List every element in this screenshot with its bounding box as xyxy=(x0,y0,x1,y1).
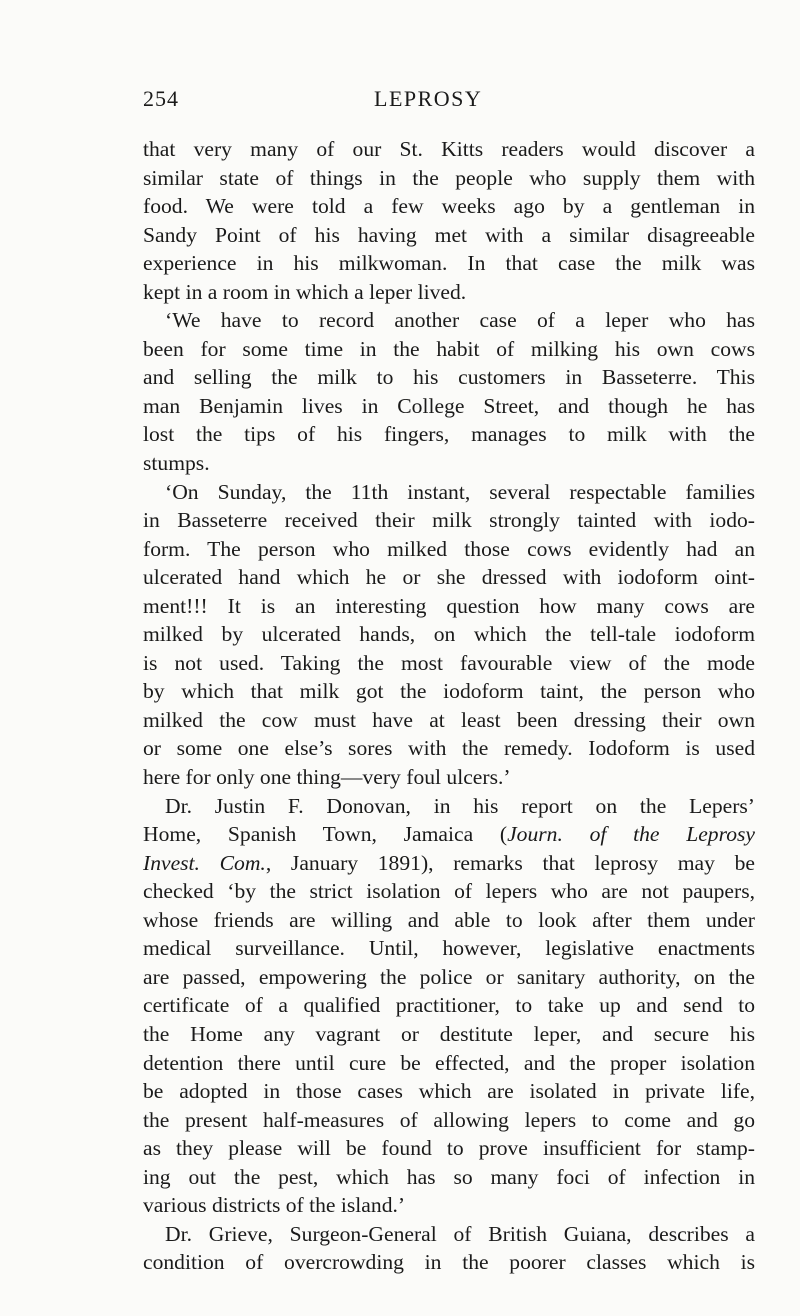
text-line: ‘On Sunday, the 11th instant, several respectable families xyxy=(165,479,755,504)
text-line: in Basseterre received their milk strongly tainted with iodo- xyxy=(143,508,755,533)
text-line: kept in a room in which a leper lived. xyxy=(143,279,467,304)
text-line: here for only one thing—very foul ulcers.’ xyxy=(143,765,511,790)
text-line: Dr. Grieve, Surgeon-General of British Guiana, describes a xyxy=(165,1221,755,1246)
text-line: the Home any vagrant or destitute leper, and secure his xyxy=(143,1021,755,1046)
body-text xyxy=(143,135,755,1277)
text-line: medical surveillance. Until, however, legislative enactments xyxy=(143,936,755,961)
text-line: various districts of the island.’ xyxy=(143,1193,406,1218)
text-line xyxy=(143,820,755,849)
text-line: ‘We have to record another case of a leper who has xyxy=(165,308,755,333)
text-segment: Home, Spanish Town, Jamaica ( xyxy=(143,822,508,847)
text-line: lost the tips of his fingers, manages to milk with the xyxy=(143,422,755,447)
text-line: similar state of things in the people who supply them with xyxy=(143,165,755,190)
text-line: been for some time in the habit of milking his own cows xyxy=(143,336,755,361)
text-line: experience in his milkwoman. In that case the milk was xyxy=(143,251,755,276)
text-segment: , January 1891), remarks that leprosy may be xyxy=(265,850,755,875)
text-line: Dr. Justin F. Donovan, in his report on the Lepers’ xyxy=(165,793,755,818)
text-line: Sandy Point of his having met with a similar disagreeable xyxy=(143,222,755,247)
page-header xyxy=(143,86,755,116)
text-line: or some one else’s sores with the remedy. Iodoform is used xyxy=(143,736,755,761)
text-line: ment!!! It is an interesting question how many cows are xyxy=(143,593,755,618)
text-line: stumps. xyxy=(143,451,210,476)
text-line: the present half-measures of allowing lepers to come and go xyxy=(143,1107,755,1132)
text-line: by which that milk got the iodoform taint, the person who xyxy=(143,679,755,704)
text-line: are passed, empowering the police or sanitary authority, on the xyxy=(143,964,755,989)
text-line: food. We were told a few weeks ago by a gentleman in xyxy=(143,194,755,219)
text-line: that very many of our St. Kitts readers would discover a xyxy=(143,137,755,161)
text-line: certificate of a qualified practitioner, to take up and send to xyxy=(143,993,755,1018)
text-line: man Benjamin lives in College Street, and though he has xyxy=(143,393,755,418)
text-line: whose friends are willing and able to look after them under xyxy=(143,907,755,932)
text-line: checked ‘by the strict isolation of lepers who are not paupers, xyxy=(143,879,755,904)
text-line: ulcerated hand which he or she dressed with iodoform oint- xyxy=(143,565,755,590)
text-line: ing out the pest, which has so many foci of infection in xyxy=(143,1164,755,1189)
italic-text: Journ. of the Leprosy xyxy=(507,822,755,847)
text-line: and selling the milk to his customers in Basseterre. This xyxy=(143,365,755,390)
text-line: form. The person who milked those cows evidently had an xyxy=(143,536,755,561)
text-line: milked by ulcerated hands, on which the tell-tale iodoform xyxy=(143,622,755,647)
text-line: detention there until cure be effected, and the proper isolation xyxy=(143,1050,755,1075)
running-title: LEPROSY xyxy=(374,86,483,111)
page-number: 254 xyxy=(143,86,179,111)
text-line: milked the cow must have at least been dressing their own xyxy=(143,707,755,732)
italic-text: Invest. Com. xyxy=(143,850,266,875)
text-line: as they please will be found to prove insufficient for stamp- xyxy=(143,1136,755,1161)
text-line: condition of overcrowding in the poorer classes which is xyxy=(143,1250,755,1275)
text-line: is not used. Taking the most favourable view of the mode xyxy=(143,650,755,675)
text-line: be adopted in those cases which are isolated in private life, xyxy=(143,1079,755,1104)
text-line xyxy=(143,849,755,878)
